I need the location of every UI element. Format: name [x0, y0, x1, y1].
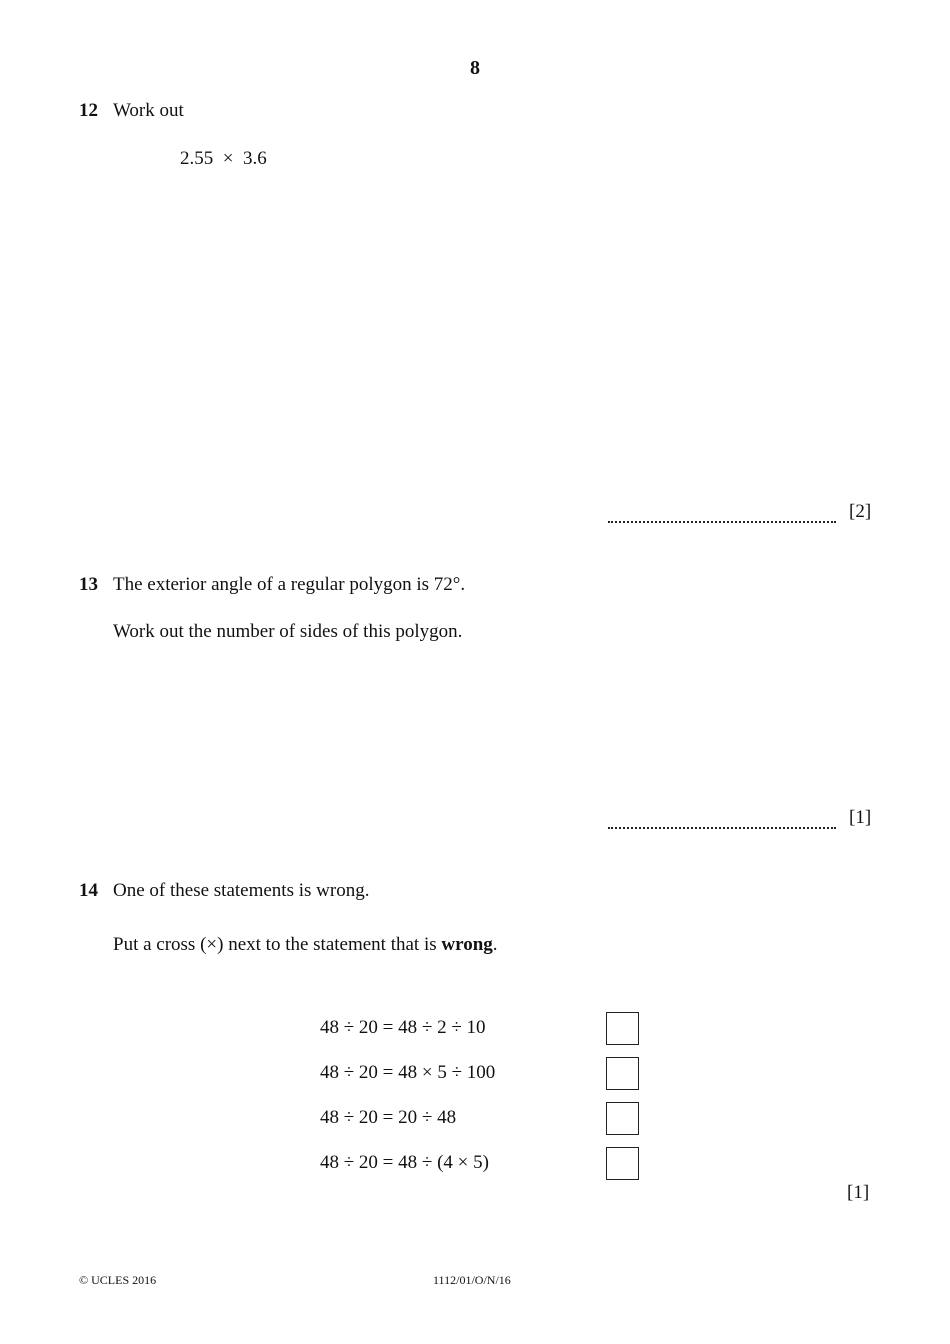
question-13-answer-line[interactable] [608, 827, 836, 829]
question-14-text: One of these statements is wrong. [113, 880, 370, 901]
question-12-text: Work out [113, 100, 184, 121]
question-14-instruction [113, 934, 498, 956]
question-12-answer-line[interactable] [608, 521, 836, 523]
statement-4-checkbox[interactable] [606, 1147, 639, 1180]
statement-3-checkbox[interactable] [606, 1102, 639, 1135]
question-13-instruction: Work out the number of sides of this polygon. [113, 621, 463, 642]
question-14-marks: [1] [847, 1182, 870, 1203]
page-number: 8 [470, 57, 480, 79]
instruction-middle: ) next to the statement that is [217, 934, 442, 955]
statement-2: 48 ÷ 20 = 48 × 5 ÷ 100 [320, 1062, 496, 1083]
statement-4: 48 ÷ 20 = 48 ÷ (4 × 5) [320, 1152, 489, 1173]
statement-3: 48 ÷ 20 = 20 ÷ 48 [320, 1107, 457, 1128]
instruction-prefix: Put a cross ( [113, 934, 207, 955]
question-12-number: 12 [79, 100, 98, 121]
instruction-suffix: . [492, 934, 498, 955]
question-12-marks: [2] [849, 501, 872, 522]
statement-1: 48 ÷ 20 = 48 ÷ 2 ÷ 10 [320, 1017, 486, 1038]
instruction-bold-word: wrong [441, 934, 493, 955]
question-13-marks: [1] [849, 807, 872, 828]
statement-2-checkbox[interactable] [606, 1057, 639, 1090]
question-12-expression: 2.55 × 3.6 [180, 148, 267, 169]
cross-symbol: × [206, 934, 218, 955]
question-14-number: 14 [79, 880, 98, 901]
footer-paper-code: 1112/01/O/N/16 [433, 1273, 511, 1287]
statement-1-checkbox[interactable] [606, 1012, 639, 1045]
question-13-number: 13 [79, 574, 98, 595]
question-13-text: The exterior angle of a regular polygon is 72°. [113, 574, 466, 595]
footer-copyright: © UCLES 2016 [79, 1273, 157, 1287]
